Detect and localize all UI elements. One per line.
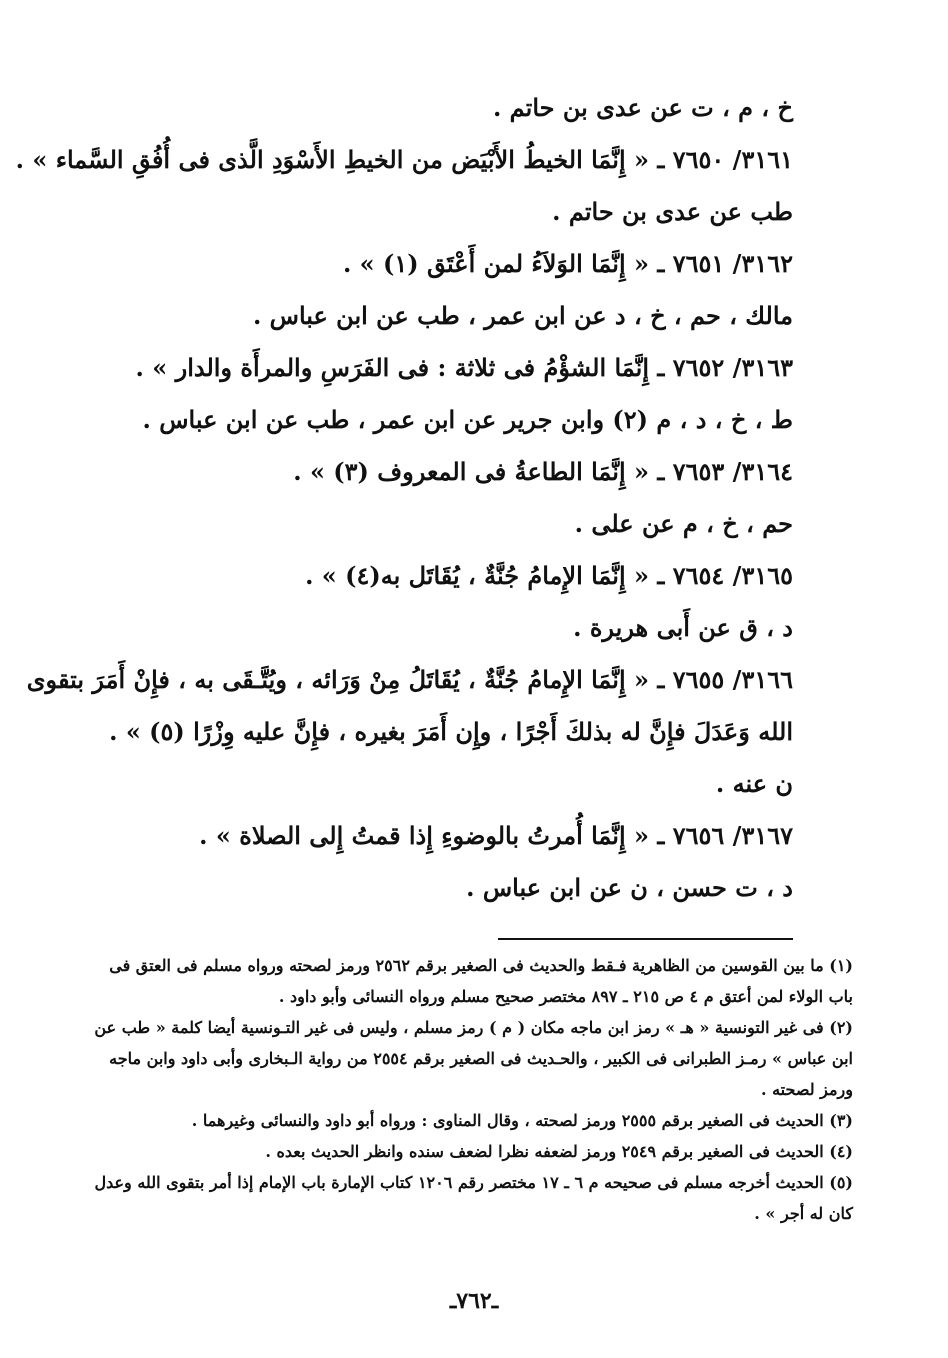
footnote: (٣) الحديث فى الصغير برقم ٢٥٥٥ ورمز لصحته ، وقال المناوى : ورواه أبو داود والنسائى وغيرهما .: [191, 1111, 853, 1130]
source-line: مالك ، حم ، خ ، د عن ابن عمر ، طب عن ابن عباس .: [252, 301, 793, 330]
footnote-divider: [498, 938, 793, 940]
footnotes: [82, 950, 853, 1229]
hadith-paragraph: ٣١٦٦/ ٧٦٥٥ ـ « إِنَّمَا الإِمامُ جُنَّةٌ ، يُقَاتَلُ مِنْ وَرَائه ، ويُتَّـقَى به ، فإِنْ أَمَرَ بتقوى الله وَعَدَلَ فإِنَّ له بذلكَ أَجْرًا ، وإِن أَمَرَ بغيره ، فإِنَّ عليه وِزْرًا (٥) » .: [26, 665, 793, 746]
hadith-line: ٣١٦٤/ ٧٦٥٣ ـ « إِنَّمَا الطاعةُ فى المعروف (٣) » .: [293, 457, 793, 486]
source-line: ط ، خ ، د ، م (٢) وابن جرير عن ابن عمر ، طب عن ابن عباس .: [142, 405, 793, 434]
footnote: (٢) فى غير التونسية « هـ » رمز ابن ماجه مكان ( م ) رمز مسلم ، وليس فى غير التـونسية أيضا كلمة « طب عن ابن عباس » رمـز الطبرانى فى الكبير ، والحـديث فى الصغير برقم ٢٥٥٤ من رواية الـبخارى وأبى داود وابن ماجه ورمز لصحته .: [94, 1018, 853, 1099]
hadith-line: ٣١٦١/ ٧٦٥٠ ـ « إِنَّمَا الخيطُ الأَبْيَض من الخيطِ الأَسْوَدِ الَّذى فى أُفُقِ السَّماء » .: [15, 145, 793, 174]
source-line: حم ، خ ، م عن على .: [574, 509, 793, 538]
footnote: (١) ما بين القوسين من الظاهرية فـقط والحديث فى الصغير برقم ٢٥٦٢ ورمز لصحته ورواه مسلم فى العتق فى باب الولاء لمن أعتق م ٤ ص ٢١٥ ـ ٨٩٧ مختصر صحيح مسلم ورواه النسائى وأبو داود .: [109, 956, 853, 1006]
page-number: ـ٧٦٢ـ: [449, 1288, 499, 1314]
hadith-line: ٣١٦٣/ ٧٦٥٢ ـ إِنَّمَا الشؤْمُ فى ثلاثة : فى الفَرَسِ والمرأَة والدار » .: [135, 353, 793, 382]
source-line: ن عنه .: [715, 769, 793, 798]
source-line: د ، ت حسن ، ن عن ابن عباس .: [466, 873, 793, 902]
footnote: (٥) الحديث أخرجه مسلم فى صحيحه م ٦ ـ ١٧ مختصر رقم ١٢٠٦ كتاب الإمارة باب الإمام إذا أمر بتقوى الله وعدل كان له أجر » .: [94, 1173, 853, 1223]
source-line: خ ، م ، ت عن عدى بن حاتم .: [492, 93, 793, 122]
hadith-line: ٣١٦٧/ ٧٦٥٦ ـ « إِنَّمَا أُمرتُ بالوضوءِ إِذا قمتُ إِلى الصلاة » .: [199, 821, 793, 850]
source-line: طب عن عدى بن حاتم .: [552, 197, 793, 226]
main-text: [15, 82, 793, 914]
footnote: (٤) الحديث فى الصغير برقم ٢٥٤٩ ورمز لضعفه نظرا لضعف سنده وانظر الحديث بعده .: [265, 1142, 853, 1161]
source-line: د ، ق عن أَبى هريرة .: [573, 613, 793, 642]
hadith-line: ٣١٦٢/ ٧٦٥١ ـ « إِنَّمَا الوَلاَءُ لمن أَعْتَق (١) » .: [342, 249, 793, 278]
hadith-line: ٣١٦٥/ ٧٦٥٤ ـ « إِنَّمَا الإِمامُ جُنَّةٌ ، يُقَاتَل به(٤) » .: [305, 561, 793, 590]
